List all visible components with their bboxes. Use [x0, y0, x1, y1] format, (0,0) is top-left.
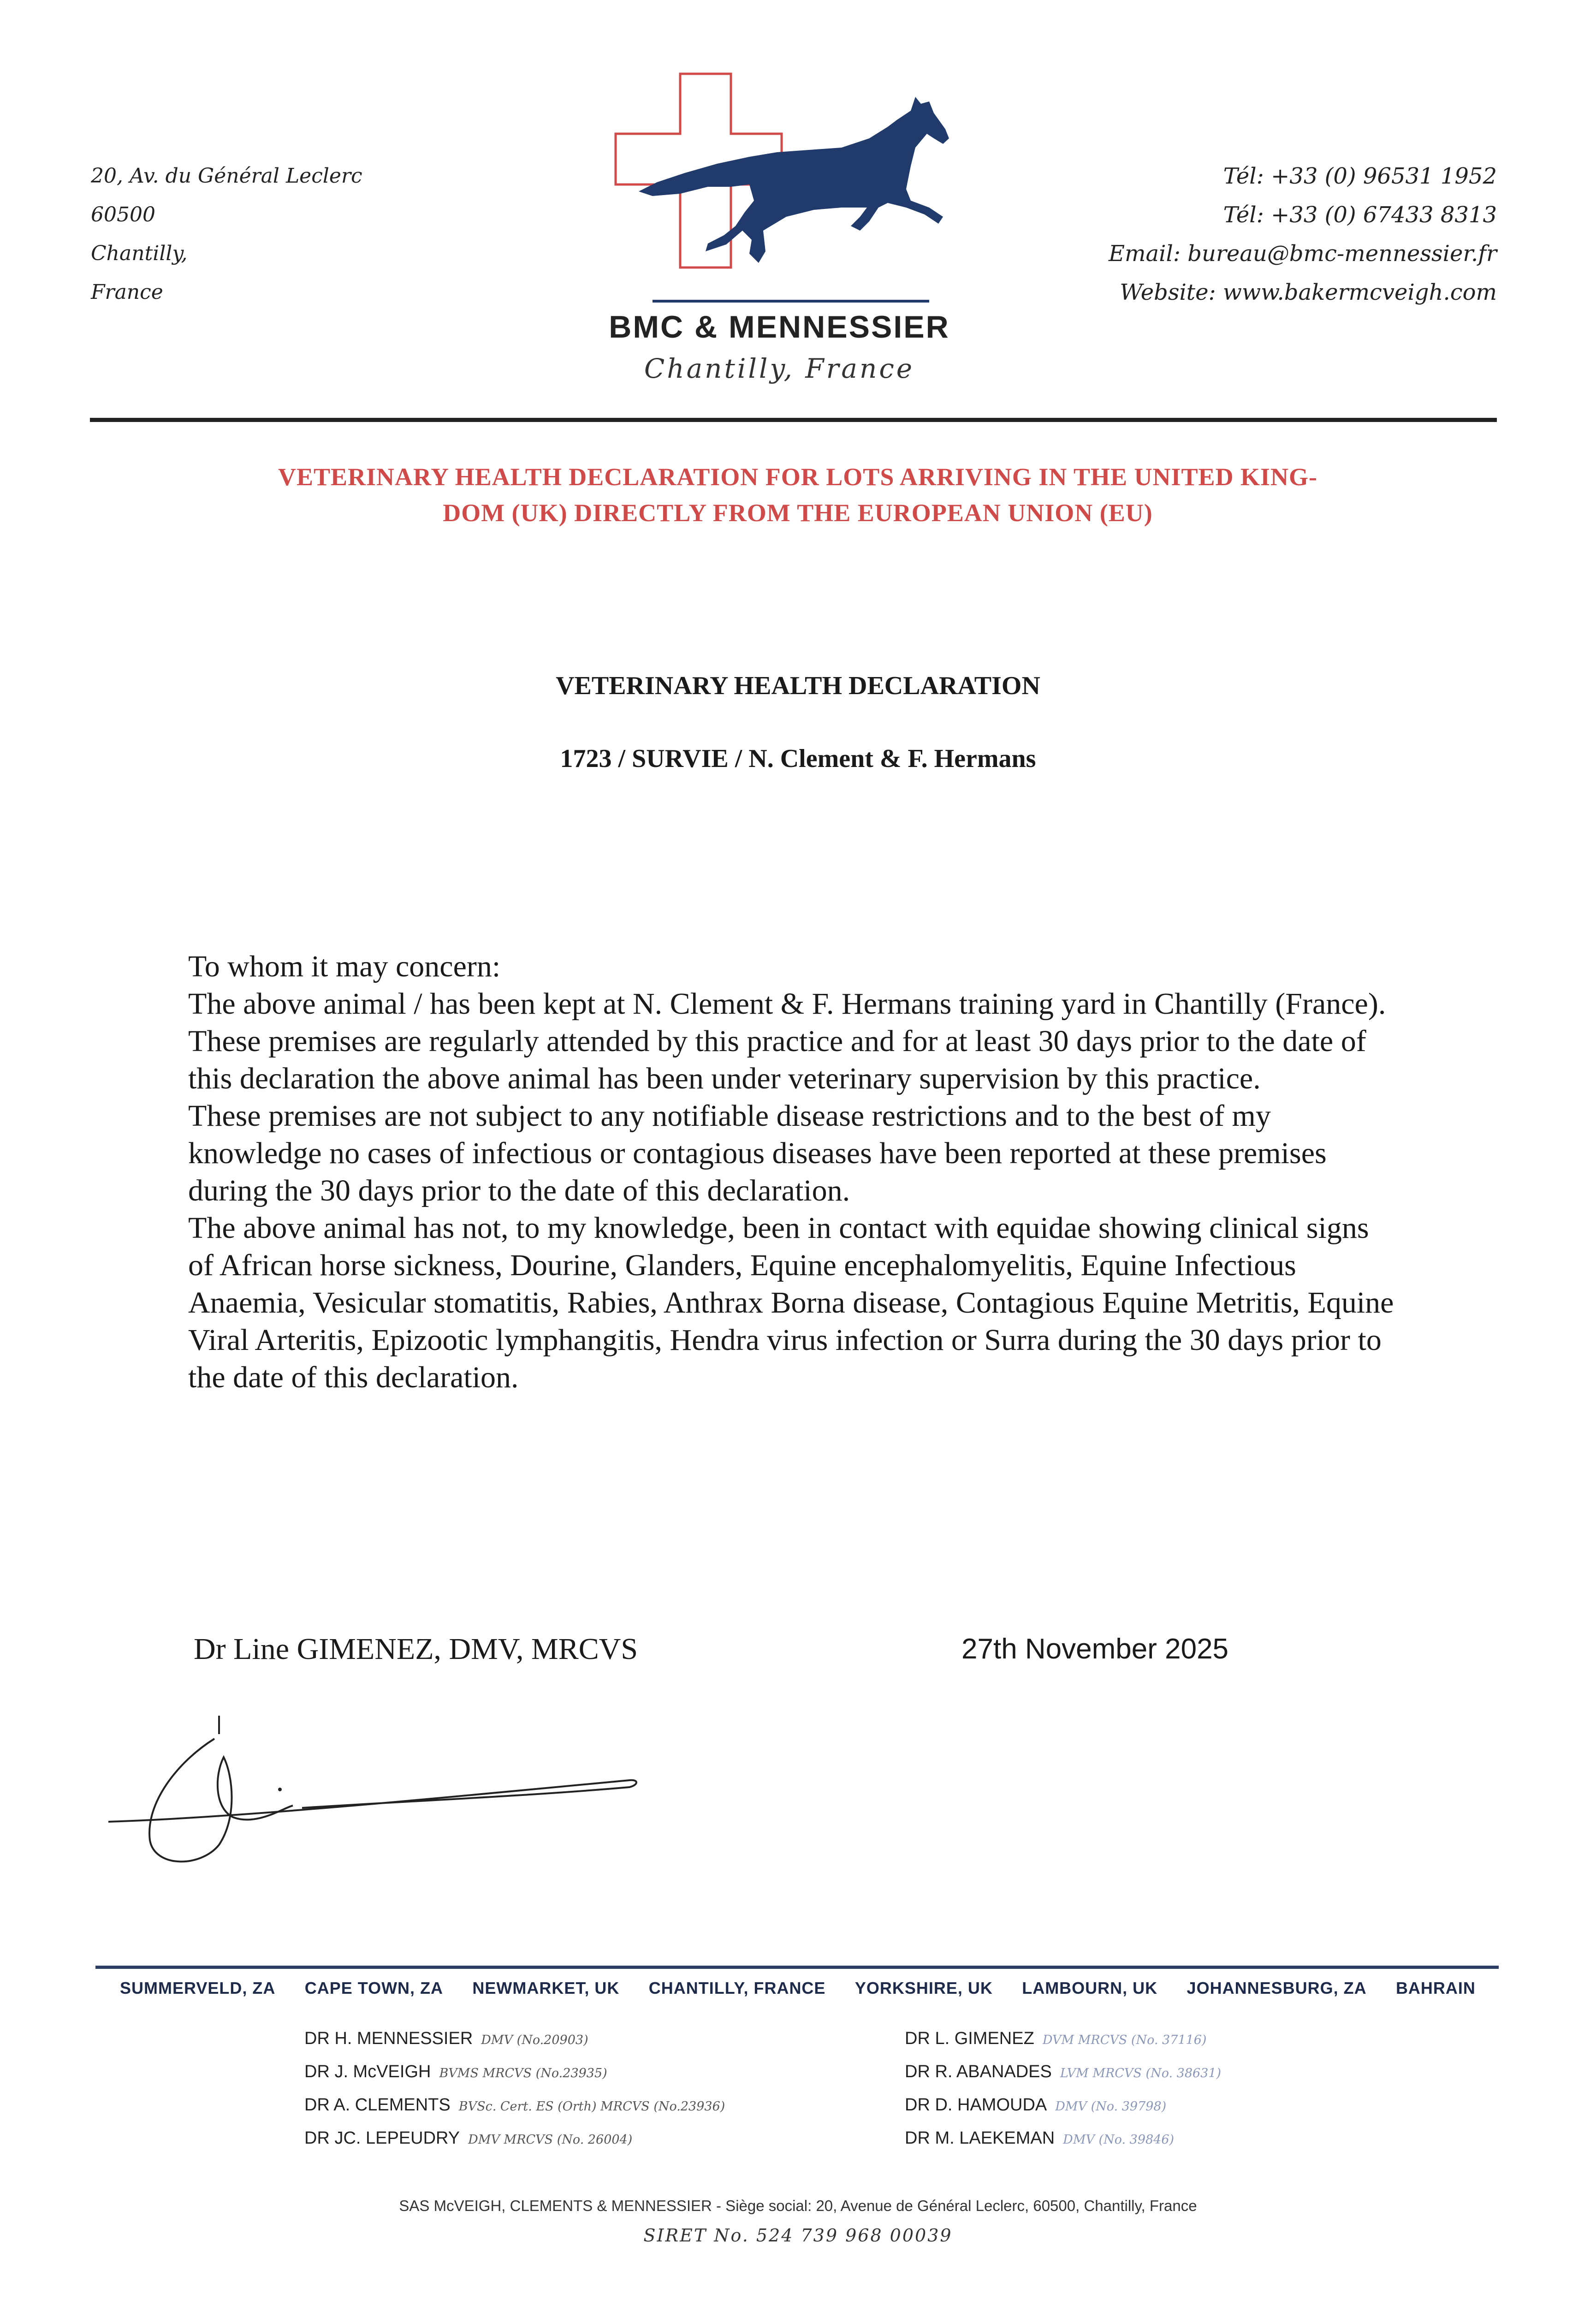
location: BAHRAIN — [1395, 1979, 1476, 1997]
email: Email: bureau@bmc-mennessier.fr — [1109, 241, 1497, 267]
declaration-heading — [180, 459, 1416, 531]
location: NEWMARKET, UK — [472, 1979, 620, 1997]
body-paragraph: These premises are regularly attended by this practice and for at least 30 days prior to the date of this declaration the above animal has been under veterinary supervision by this practice. — [188, 1024, 1366, 1095]
address-line: 20, Av. du Général Leclerc — [91, 164, 362, 188]
doctor-entry: DR R. ABANADES LVM MRCVS (No. 38631) — [905, 2062, 1222, 2081]
address-line: 60500 — [91, 203, 155, 226]
location: YORKSHIRE, UK — [854, 1979, 993, 1997]
phone-1: Tél: +33 (0) 96531 1952 — [1223, 163, 1497, 189]
body-paragraph: The above animal / has been kept at N. Clement & F. Hermans training yard in Chantilly (France). — [188, 987, 1386, 1021]
body-paragraph: To whom it may concern: — [188, 950, 501, 983]
location: LAMBOURN, UK — [1022, 1979, 1158, 1997]
horse-icon — [639, 97, 949, 263]
doctor-entry: DR H. MENNESSIER DMV (No.20903) — [304, 2029, 588, 2048]
doctor-entry: DR J. McVEIGH BVMS MRCVS (No.23935) — [304, 2062, 607, 2081]
heading-line: VETERINARY HEALTH DECLARATION FOR LOTS ARRIVING IN THE UNITED KING- — [278, 463, 1317, 491]
location: CAPE TOWN, ZA — [304, 1979, 444, 1997]
brand-city: Chantilly, France — [644, 353, 915, 384]
declaration-title: VETERINARY HEALTH DECLARATION — [556, 672, 1040, 700]
company-registration: SAS McVEIGH, CLEMENTS & MENNESSIER - Siège social: 20, Avenue de Général Leclerc, 60500, Chantilly, France — [399, 2197, 1197, 2214]
doctors-list-left — [304, 2023, 725, 2156]
address-line: France — [91, 280, 163, 304]
doctor-entry: DR JC. LEPEUDRY DMV MRCVS (No. 26004) — [304, 2128, 633, 2148]
doctor-entry: DR L. GIMENEZ DVM MRCVS (No. 37116) — [905, 2029, 1207, 2048]
logo-underline — [653, 300, 929, 303]
siret-number: SIRET No. 524 739 968 00039 — [643, 2225, 953, 2246]
vet-name: Dr Line GIMENEZ, DMV, MRCVS — [194, 1632, 638, 1666]
declaration-subtitle: 1723 / SURVIE / N. Clement & F. Hermans — [560, 744, 1036, 773]
doctors-list-right — [905, 2023, 1221, 2156]
office-locations — [120, 1979, 1476, 1998]
header-divider — [90, 418, 1497, 422]
location: JOHANNESBURG, ZA — [1187, 1979, 1367, 1997]
declaration-date: 27th November 2025 — [961, 1633, 1229, 1665]
address-block — [91, 157, 362, 312]
footer-divider — [95, 1966, 1499, 1969]
bmc-horse-cross-logo — [611, 69, 961, 309]
brand-name: BMC & MENNESSIER — [609, 309, 950, 345]
body-paragraph: The above animal has not, to my knowledge, been in contact with equidae showing clinical signs of African horse sickness, Dourine, Glanders, Equine encephalomyelitis, Equine Infectious Anaemia, Vesicular stomatitis, Rabies, Anthrax Borna disease, Contagious Equine Metritis, Equine Viral Arteritis, Epizootic lymphangitis, Hendra virus infection or Surra during the 30 days prior to the date of this declaration. — [188, 1211, 1394, 1394]
contact-block — [1109, 157, 1497, 312]
body-paragraph: These premises are not subject to any notifiable disease restrictions and to the best of my knowledge no cases of infectious or contagious diseases have been reported at these premises during the 30 days prior to the date of this declaration. — [188, 1099, 1327, 1207]
declaration-body — [188, 948, 1396, 1396]
handwritten-signature — [108, 1706, 648, 1872]
address-line: Chantilly, — [91, 242, 188, 265]
website: Website: www.bakermcveigh.com — [1120, 279, 1497, 305]
doctor-entry: DR M. LAEKEMAN DMV (No. 39846) — [905, 2128, 1175, 2148]
heading-line: DOM (UK) DIRECTLY FROM THE EUROPEAN UNION (EU) — [443, 499, 1153, 527]
doctor-entry: DR A. CLEMENTS BVSc. Cert. ES (Orth) MRCVS (No.23936) — [304, 2095, 725, 2115]
phone-2: Tél: +33 (0) 67433 8313 — [1223, 202, 1497, 228]
doctor-entry: DR D. HAMOUDA DMV (No. 39798) — [905, 2095, 1167, 2115]
location: SUMMERVELD, ZA — [120, 1979, 276, 1997]
location: CHANTILLY, FRANCE — [648, 1979, 826, 1997]
